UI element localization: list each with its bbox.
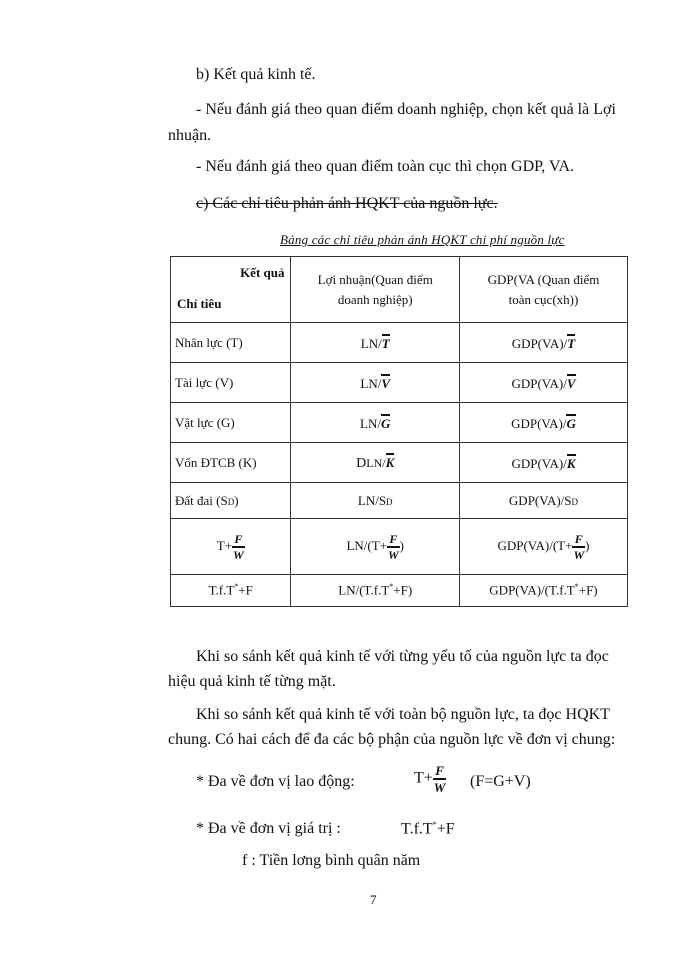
- ln-text: LN/S: [357, 492, 387, 508]
- table-row: [171, 403, 628, 443]
- close-paren: ): [585, 537, 590, 553]
- definition-f: f : Tiền lơng bình quân năm: [242, 852, 421, 869]
- gdp-prefix: GDP(VA)/(T+: [497, 537, 573, 553]
- section-b-line1-cont: nhuận.: [168, 127, 212, 144]
- row-ln-cell: [291, 575, 459, 607]
- ln-lead: D: [356, 456, 367, 471]
- fraction-f-over-w: [572, 533, 585, 561]
- row-gdp-cell: [459, 323, 627, 363]
- table-header-row: [171, 257, 628, 323]
- formula-text: T.f.T: [401, 820, 433, 838]
- row-label-sub: D: [227, 496, 235, 507]
- gdp-tail: +F): [578, 582, 598, 598]
- page-number: 7: [370, 892, 377, 907]
- formula-tail: +F: [436, 820, 455, 838]
- overline-var: T: [381, 335, 390, 351]
- fraction-f-over-w: [387, 533, 400, 561]
- overline-var: K: [385, 455, 395, 470]
- frac-num: F: [574, 531, 583, 546]
- table-row: [171, 323, 628, 363]
- table-row: [171, 519, 628, 575]
- ln-prefix: LN/(T+: [346, 537, 387, 553]
- header-ketqua: Kết quả: [240, 265, 285, 280]
- table-row: [171, 483, 628, 519]
- row-label: Tài lực (V): [171, 363, 291, 403]
- row-label: Vật lực (G): [171, 403, 291, 443]
- close-paren: ): [399, 537, 404, 553]
- row-label: [171, 575, 291, 607]
- bullet-value-unit: * Đa về đơn vị giá trị :: [196, 820, 341, 837]
- row-ln-cell: [291, 519, 459, 575]
- row-ln-cell: [291, 363, 459, 403]
- table-caption: Bảng các chỉ tiêu phản ánh HQKT chi phí nguồn lực: [280, 232, 565, 247]
- formula-sup: *: [432, 820, 437, 829]
- table-row: [171, 575, 628, 607]
- gdp-prefix: GDP(VA)/(T.f.T: [489, 582, 575, 598]
- ln-prefix: LN/: [360, 375, 382, 391]
- bullet-labor-unit: * Đa về đơn vị lao động:: [196, 773, 355, 790]
- indicators-table: [170, 256, 628, 607]
- para1-line2: hiệu quả kinh tế từng mặt.: [168, 673, 336, 690]
- row-label-text: Đất đai (S: [175, 492, 228, 508]
- overline-var: T: [567, 335, 576, 351]
- bullet1-formula: [414, 764, 446, 794]
- tft-text: T.f.T: [208, 582, 235, 598]
- row-gdp-cell: [459, 443, 627, 483]
- section-c-heading: [196, 195, 498, 213]
- row-label: [171, 483, 291, 519]
- row-gdp-cell: [459, 483, 627, 519]
- row-ln-cell: [291, 323, 459, 363]
- table-row: [171, 363, 628, 403]
- para2-line1: Khi so sánh kết quả kinh tế với toàn bộ nguồn lực, ta đọc HQKT: [196, 706, 610, 723]
- gdp-prefix: GDP(VA)/: [511, 455, 567, 471]
- bullet1-note: (F=G+V): [470, 773, 531, 790]
- frac-num: F: [234, 531, 243, 546]
- row-label: Vốn ĐTCB (K): [171, 443, 291, 483]
- row-gdp-cell: [459, 403, 627, 443]
- header-gdp: GDP(VA (Quan điểm toàn cục(xh)): [459, 257, 627, 323]
- bullet2-formula: [401, 820, 455, 838]
- overline-var: V: [566, 375, 576, 391]
- frac-den: W: [433, 780, 446, 795]
- frac-num: F: [389, 531, 398, 546]
- row-label: Nhân lực (T): [171, 323, 291, 363]
- tft-tail: +F: [238, 582, 253, 598]
- header-diagonal-cell: [171, 257, 291, 323]
- para1-line1: Khi so sánh kết quả kinh tế với từng yếu tố của nguồn lực ta đọc: [196, 648, 609, 665]
- gdp-prefix: GDP(VA)/: [511, 375, 567, 391]
- gdp-prefix: GDP(VA)/: [511, 415, 567, 431]
- ln-prefix: LN/: [360, 415, 381, 431]
- frac-den: W: [387, 547, 399, 562]
- overline-var: G: [566, 415, 576, 431]
- row-gdp-cell: [459, 519, 627, 575]
- row-gdp-cell: [459, 363, 627, 403]
- tft-sup: *: [234, 582, 239, 592]
- ln-tail: +F): [393, 582, 413, 598]
- row-label-close: ): [234, 492, 239, 508]
- row-ln-cell: [291, 403, 459, 443]
- header-chitieu: Chỉ tiêu: [177, 296, 222, 311]
- row-ln-cell: [291, 483, 459, 519]
- overline-var: K: [566, 455, 576, 471]
- gdp-prefix: GDP(VA)/: [511, 335, 568, 351]
- section-b-heading: b) Kết quả kinh tế.: [196, 66, 316, 83]
- gdp-sup: *: [574, 582, 579, 592]
- ln-prefix: LN/: [360, 335, 382, 351]
- ln-sub: D: [386, 496, 393, 507]
- frac-num: F: [435, 763, 444, 778]
- gdp-text: GDP(VA)/S: [508, 492, 572, 508]
- overline-var: V: [381, 375, 391, 391]
- ln-prefix: LN/: [366, 456, 386, 470]
- overline-var: G: [381, 415, 391, 431]
- section-b-line1: - Nếu đánh giá theo quan điểm doanh nghiệp, chọn kết quả là Lợi: [196, 101, 616, 118]
- row-gdp-cell: [459, 575, 627, 607]
- row-ln-cell: [291, 443, 459, 483]
- fraction-f-over-w: [433, 764, 447, 794]
- gdp-sub: D: [571, 496, 579, 507]
- section-b-line2: - Nếu đánh giá theo quan điểm toàn cục thì chọn GDP, VA.: [196, 158, 575, 175]
- table-row: [171, 443, 628, 483]
- header-loi-nhuan: Lợi nhuận(Quan điểm doanh nghiệp): [291, 257, 459, 323]
- frac-den: W: [233, 547, 244, 562]
- fraction-f-over-w: [232, 533, 245, 561]
- formula-prefix: T+: [414, 769, 433, 787]
- tf-prefix: T+: [216, 537, 233, 553]
- ln-prefix: LN/(T.f.T: [338, 582, 390, 598]
- row-label: [171, 519, 291, 575]
- section-c-heading-text: c) Các chỉ tiêu phản ánh HQKT của nguồn lực.: [196, 195, 498, 212]
- ln-sup: *: [389, 582, 394, 592]
- para2-line2: chung. Có hai cách để đa các bộ phận của nguồn lực về đơn vị chung:: [168, 731, 616, 748]
- frac-den: W: [573, 547, 585, 562]
